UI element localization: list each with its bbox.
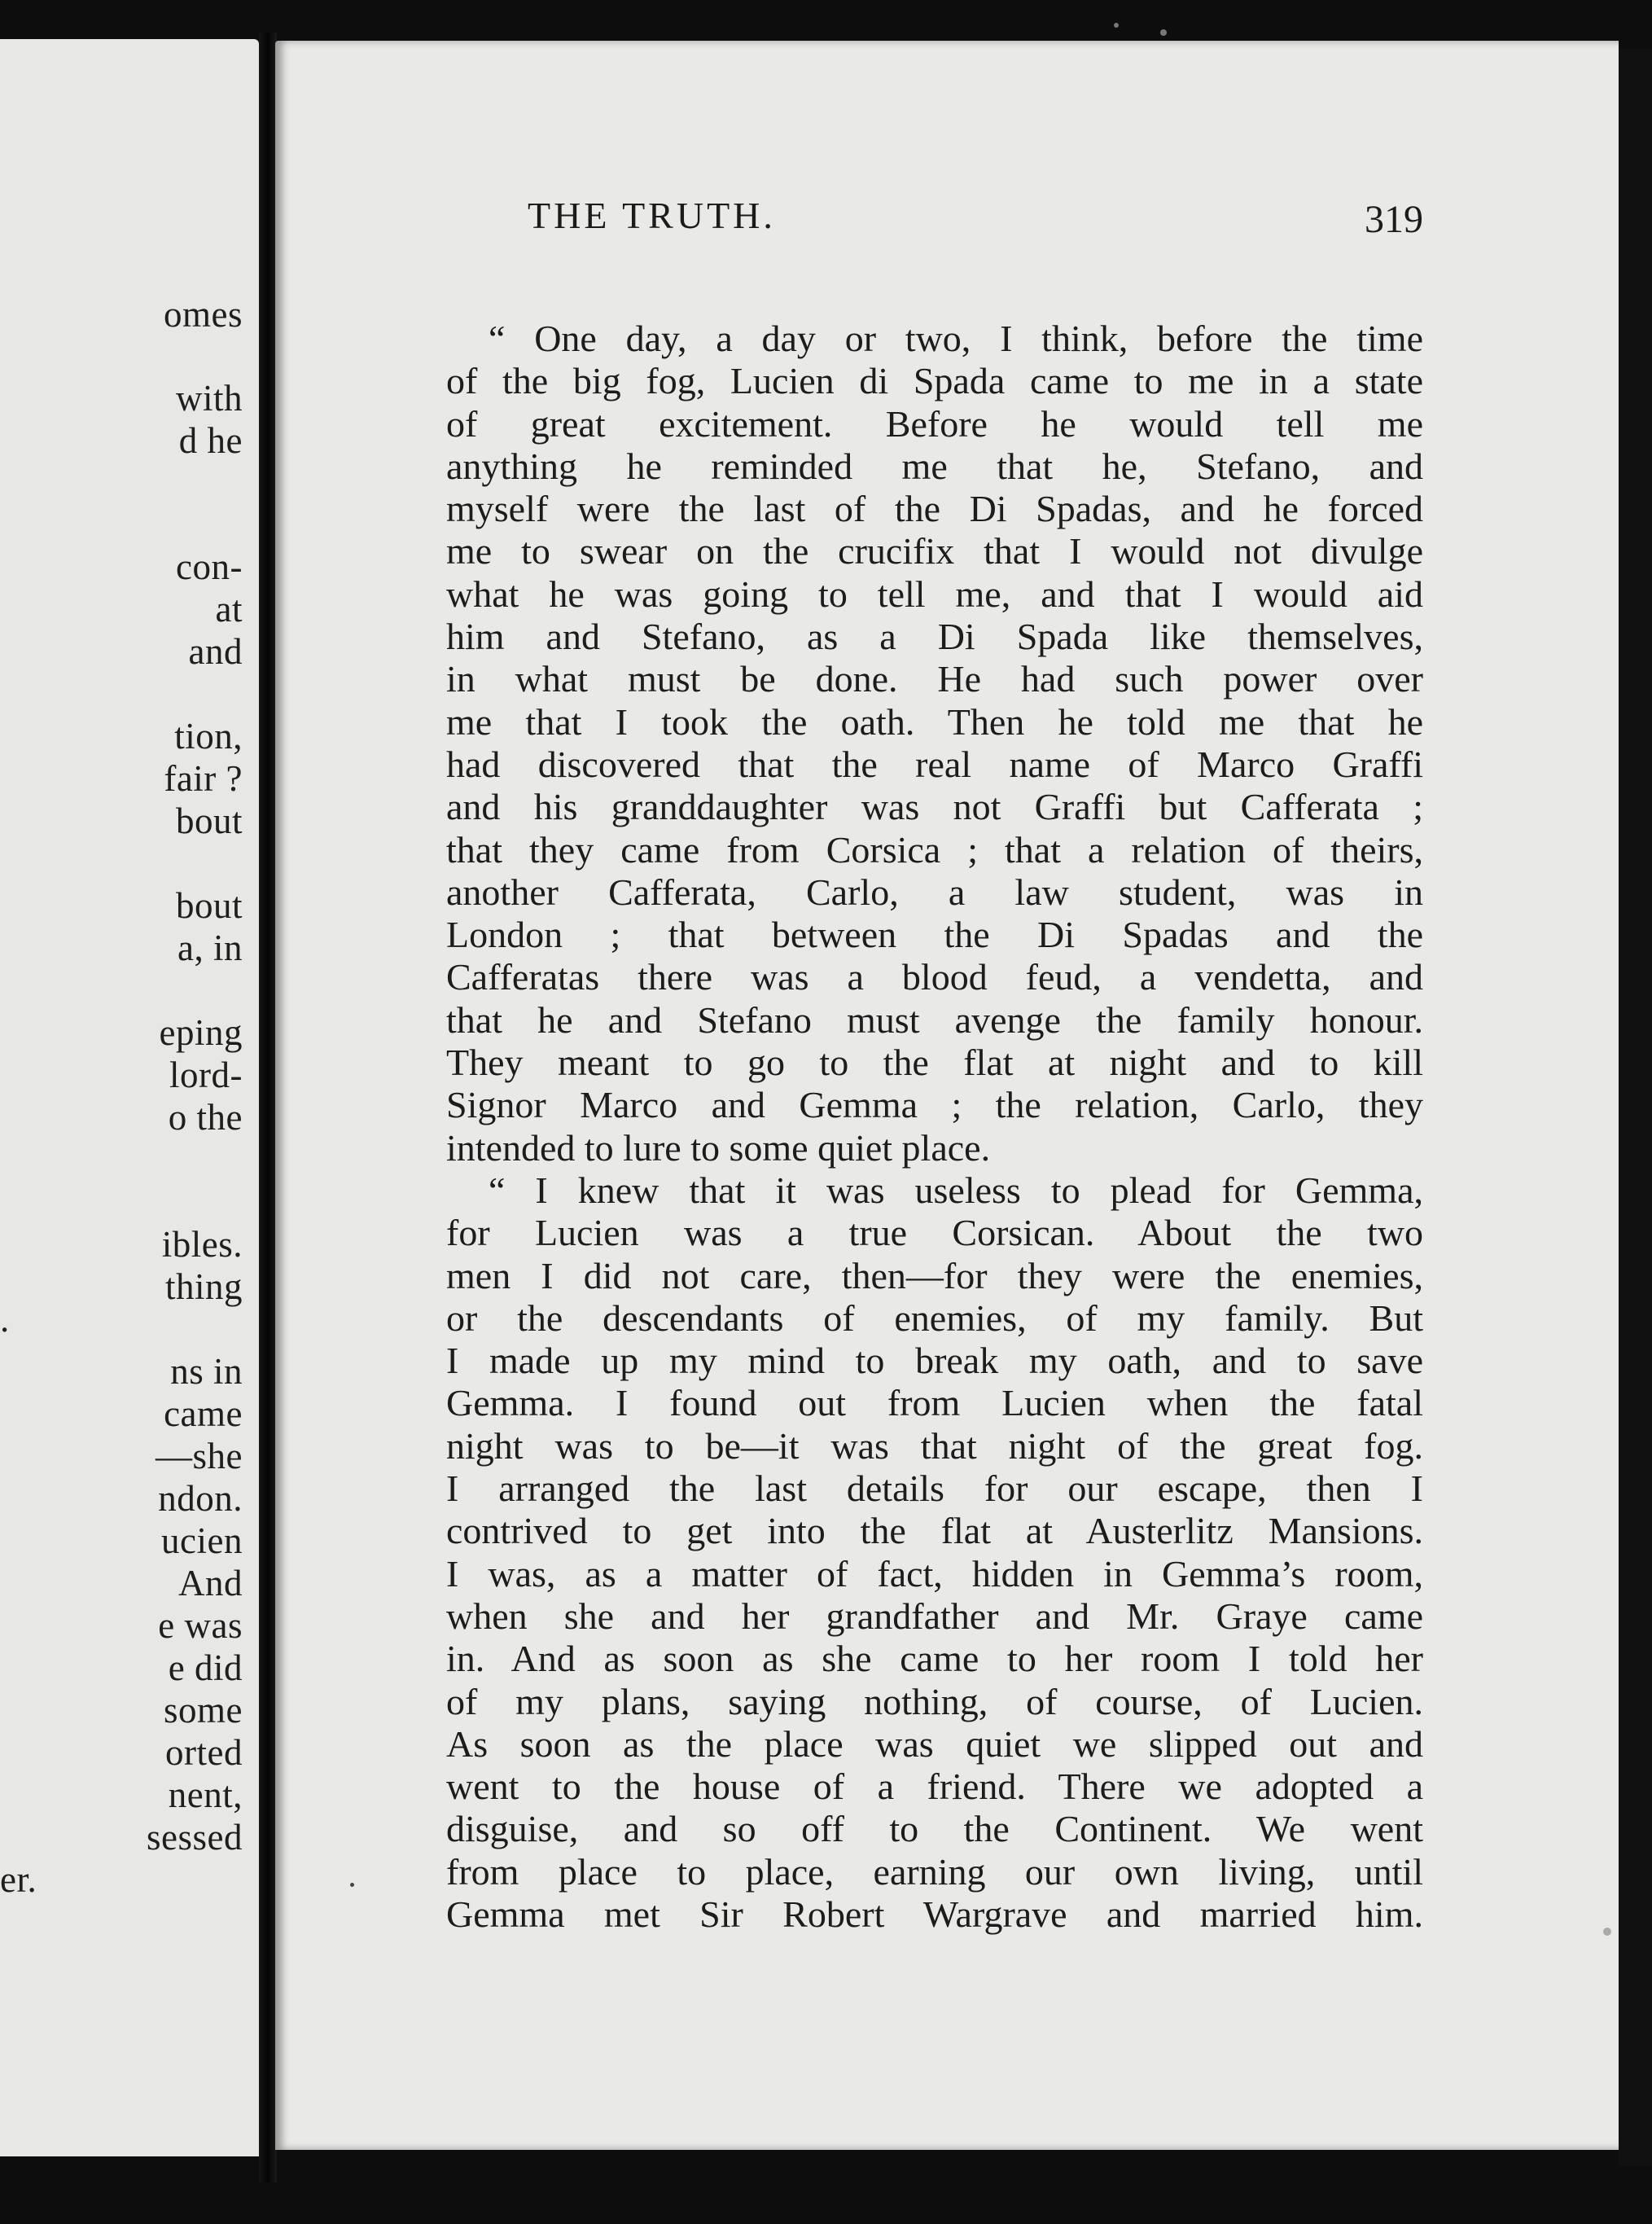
text-line: Signor Marco and Gemma ; the relation, Carlo, they <box>446 1084 1423 1126</box>
text-line: myself were the last of the Di Spadas, and he forced <box>446 488 1423 530</box>
book-gutter <box>259 33 277 2182</box>
text-line: went to the house of a friend. There we adopted a <box>446 1766 1423 1808</box>
left-fragment: ns in <box>170 1351 243 1392</box>
text-line: contrived to get into the flat at Austerlitz Mansions. <box>446 1510 1423 1552</box>
text-line: or the descendants of enemies, of my family. But <box>446 1296 1423 1339</box>
text-line: As soon as the place was quiet we slipped out and <box>446 1722 1423 1765</box>
left-fragment: bout <box>175 801 243 841</box>
text-line: They meant to go to the flat at night and to kill <box>446 1042 1423 1084</box>
left-fragment: ucien <box>161 1520 243 1561</box>
running-header-title: THE TRUTH. <box>528 195 776 236</box>
left-fragment: omes <box>164 294 243 335</box>
left-page <box>0 39 259 2156</box>
scan-speck <box>1114 23 1119 28</box>
text-line: from place to place, earning our own living, until <box>446 1850 1423 1893</box>
text-line: Gemma. I found out from Lucien when the fatal <box>446 1382 1423 1424</box>
text-line: what he was going to tell me, and that I would aid <box>446 572 1423 615</box>
left-fragment: at <box>215 589 243 629</box>
left-fragment: ibles. <box>161 1224 243 1265</box>
left-fragment: a, in <box>177 928 243 968</box>
text-line: had discovered that the real name of Marco Graffi <box>446 743 1423 785</box>
left-fragment: some <box>164 1690 243 1731</box>
left-fragment: o the <box>168 1097 243 1138</box>
text-line: when she and her grandfather and Mr. Graye came <box>446 1595 1423 1637</box>
left-fragment: d he <box>178 420 243 461</box>
text-line: for Lucien was a true Corsican. About the two <box>446 1212 1423 1254</box>
left-fragment: orted <box>165 1732 243 1773</box>
left-fragment: came <box>164 1393 243 1434</box>
text-line: “ I knew that it was useless to plead for Gemma, <box>489 1169 1423 1211</box>
left-fragment: tion, <box>174 716 243 757</box>
text-line: of the big fog, Lucien di Spada came to me in a state <box>446 360 1423 402</box>
scan-speck <box>350 1883 354 1887</box>
text-line: me to swear on the crucifix that I would not divulge <box>446 530 1423 572</box>
left-fragment: sessed <box>147 1817 243 1858</box>
left-fragment: lord- <box>169 1055 243 1095</box>
text-line: night was to be—it was that night of the great fog. <box>446 1424 1423 1467</box>
scan-speck <box>1160 29 1167 36</box>
scan-speck <box>1603 1928 1611 1936</box>
left-fragment: e did <box>168 1647 243 1688</box>
left-fragment: eping <box>159 1012 243 1053</box>
text-line: I made up my mind to break my oath, and to save <box>446 1340 1423 1382</box>
text-line: in what must be done. He had such power over <box>446 658 1423 700</box>
text-line: that they came from Corsica ; that a relation of theirs, <box>446 828 1423 871</box>
text-line: London ; that between the Di Spadas and the <box>446 914 1423 956</box>
text-line: “ One day, a day or two, I think, before the time <box>489 318 1423 359</box>
text-line: and his granddaughter was not Graffi but Cafferata ; <box>446 786 1423 828</box>
left-fragment: bout <box>175 885 243 926</box>
text-line: me that I took the oath. Then he told me that he <box>446 700 1423 743</box>
left-fragment: . <box>0 1299 10 1340</box>
text-line: Cafferatas there was a blood feud, a vendetta, and <box>446 956 1423 998</box>
left-fragment: with <box>175 378 243 419</box>
text-line: Gemma met Sir Robert Wargrave and married him. <box>446 1893 1423 1935</box>
text-line: intended to lure to some quiet place. <box>446 1126 991 1169</box>
text-line: of my plans, saying nothing, of course, of Lucien. <box>446 1680 1423 1722</box>
page-number: 319 <box>1365 198 1423 241</box>
left-fragment: ndon. <box>158 1478 243 1519</box>
left-fragment: nent, <box>168 1774 243 1815</box>
left-fragment: fair ? <box>164 758 243 799</box>
left-fragment: and <box>188 631 243 672</box>
right-dark-border <box>1619 49 1652 2166</box>
text-line: I was, as a matter of fact, hidden in Gemma’s room, <box>446 1552 1423 1595</box>
text-line: I arranged the last details for our escape, then I <box>446 1467 1423 1510</box>
left-fragment: —she <box>156 1436 243 1476</box>
left-fragment: And <box>178 1563 243 1603</box>
left-fragment: con- <box>176 546 243 587</box>
text-line: anything he reminded me that he, Stefano, and <box>446 445 1423 487</box>
text-line: him and Stefano, as a Di Spada like themselves, <box>446 616 1423 658</box>
text-line: men I did not care, then—for they were the enemies, <box>446 1254 1423 1296</box>
left-fragment: e was <box>158 1605 243 1646</box>
text-line: of great excitement. Before he would tell me <box>446 402 1423 445</box>
left-fragment: er. <box>0 1859 37 1900</box>
body-text <box>446 318 1423 1936</box>
left-fragment: thing <box>164 1266 243 1307</box>
text-line: another Cafferata, Carlo, a law student, was in <box>446 871 1423 913</box>
text-line: in. And as soon as she came to her room I told her <box>446 1638 1423 1680</box>
text-line: disguise, and so off to the Continent. We went <box>446 1808 1423 1850</box>
text-line: that he and Stefano must avenge the family honour. <box>446 998 1423 1041</box>
